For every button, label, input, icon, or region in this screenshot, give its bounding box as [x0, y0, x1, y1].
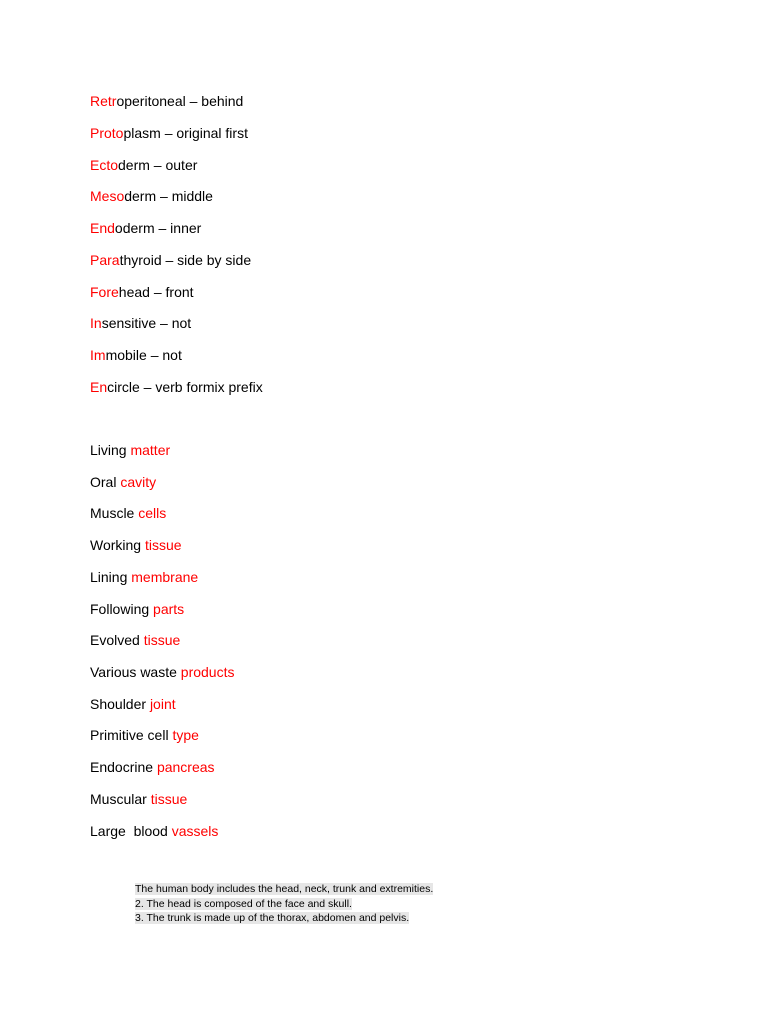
prefix-highlight: Retr — [90, 93, 117, 109]
word-meaning: – front — [149, 284, 194, 300]
phrase-key: membrane — [131, 569, 199, 585]
word-meaning: – original first — [160, 125, 248, 141]
prefix-highlight: In — [90, 315, 102, 331]
word-rest: oderm — [114, 220, 155, 236]
prefix-line — [90, 283, 194, 301]
word-rest: circle — [107, 379, 140, 395]
phrase-line — [90, 504, 166, 522]
note-line — [135, 911, 433, 926]
phrase-key: matter — [130, 442, 171, 458]
phrase-line — [90, 758, 215, 776]
phrase-line — [90, 473, 156, 491]
phrase-line — [90, 536, 182, 554]
prefix-highlight: Proto — [90, 125, 124, 141]
phrase-line — [90, 726, 199, 744]
phrase-line — [90, 631, 180, 649]
phrase-line — [90, 600, 184, 618]
phrase-lead: Primitive cell — [90, 727, 173, 743]
word-rest: sensitive — [101, 315, 157, 331]
prefix-highlight: En — [90, 379, 108, 395]
word-meaning: – verb formix prefix — [139, 379, 263, 395]
word-meaning: – not — [156, 315, 192, 331]
prefix-line — [90, 378, 263, 396]
prefix-line — [90, 92, 243, 110]
notes-block — [135, 882, 433, 926]
phrase-key: tissue — [144, 537, 182, 553]
phrase-lead: Following — [90, 601, 154, 617]
phrase-key: vassels — [171, 823, 219, 839]
phrase-lead: Evolved — [90, 632, 144, 648]
prefix-line — [90, 156, 197, 174]
word-rest: head — [118, 284, 150, 300]
phrase-lead: Working — [90, 537, 145, 553]
phrase-key: parts — [153, 601, 185, 617]
word-rest: thyroid — [119, 252, 162, 268]
word-meaning: – behind — [185, 93, 244, 109]
phrase-lead: Endocrine — [90, 759, 157, 775]
phrase-lead: Oral — [90, 474, 121, 490]
note-line — [135, 882, 433, 897]
phrase-key: tissue — [143, 632, 181, 648]
phrase-line — [90, 695, 176, 713]
phrase-line — [90, 822, 218, 840]
phrase-lead: Various waste — [90, 664, 181, 680]
word-meaning: – inner — [154, 220, 202, 236]
word-rest: mobile — [105, 347, 147, 363]
phrase-lead: Shoulder — [90, 696, 150, 712]
phrase-lead: Living — [90, 442, 131, 458]
prefix-highlight: Ecto — [90, 157, 119, 173]
phrase-lead: Lining — [90, 569, 132, 585]
word-meaning: – middle — [156, 188, 213, 204]
prefix-highlight: Im — [90, 347, 106, 363]
word-rest: derm — [124, 188, 157, 204]
prefix-highlight: Meso — [90, 188, 125, 204]
prefix-highlight: End — [90, 220, 115, 236]
phrase-key: joint — [149, 696, 176, 712]
word-rest: operitoneal — [116, 93, 186, 109]
phrase-lead: Muscle — [90, 505, 139, 521]
phrase-key: products — [180, 664, 235, 680]
prefix-line — [90, 346, 182, 364]
word-meaning: – not — [146, 347, 182, 363]
prefix-line — [90, 314, 191, 332]
phrase-key: cavity — [120, 474, 157, 490]
prefix-line — [90, 124, 248, 142]
phrase-key: tissue — [150, 791, 188, 807]
phrase-line — [90, 790, 187, 808]
prefix-line — [90, 187, 213, 205]
phrase-lead: Large blood — [90, 823, 172, 839]
prefix-line — [90, 219, 201, 237]
phrase-key: type — [172, 727, 199, 743]
word-rest: derm — [118, 157, 150, 173]
phrase-line — [90, 568, 198, 586]
word-meaning: – outer — [149, 157, 198, 173]
phrase-line — [90, 441, 170, 459]
phrase-lead: Muscular — [90, 791, 151, 807]
prefix-highlight: Fore — [90, 284, 119, 300]
phrase-key: pancreas — [156, 759, 215, 775]
phrase-line — [90, 663, 234, 681]
prefix-line — [90, 251, 251, 269]
phrase-key: cells — [138, 505, 167, 521]
prefix-highlight: Para — [90, 252, 120, 268]
word-rest: plasm — [123, 125, 161, 141]
note-text: 2. The head is composed of the face and skull. — [135, 897, 352, 910]
note-text: 3. The trunk is made up of the thorax, abdomen and pelvis. — [135, 912, 410, 925]
word-meaning: – side by side — [161, 252, 252, 268]
note-line — [135, 897, 433, 912]
note-text: The human body includes the head, neck, trunk and extremities. — [135, 883, 434, 895]
